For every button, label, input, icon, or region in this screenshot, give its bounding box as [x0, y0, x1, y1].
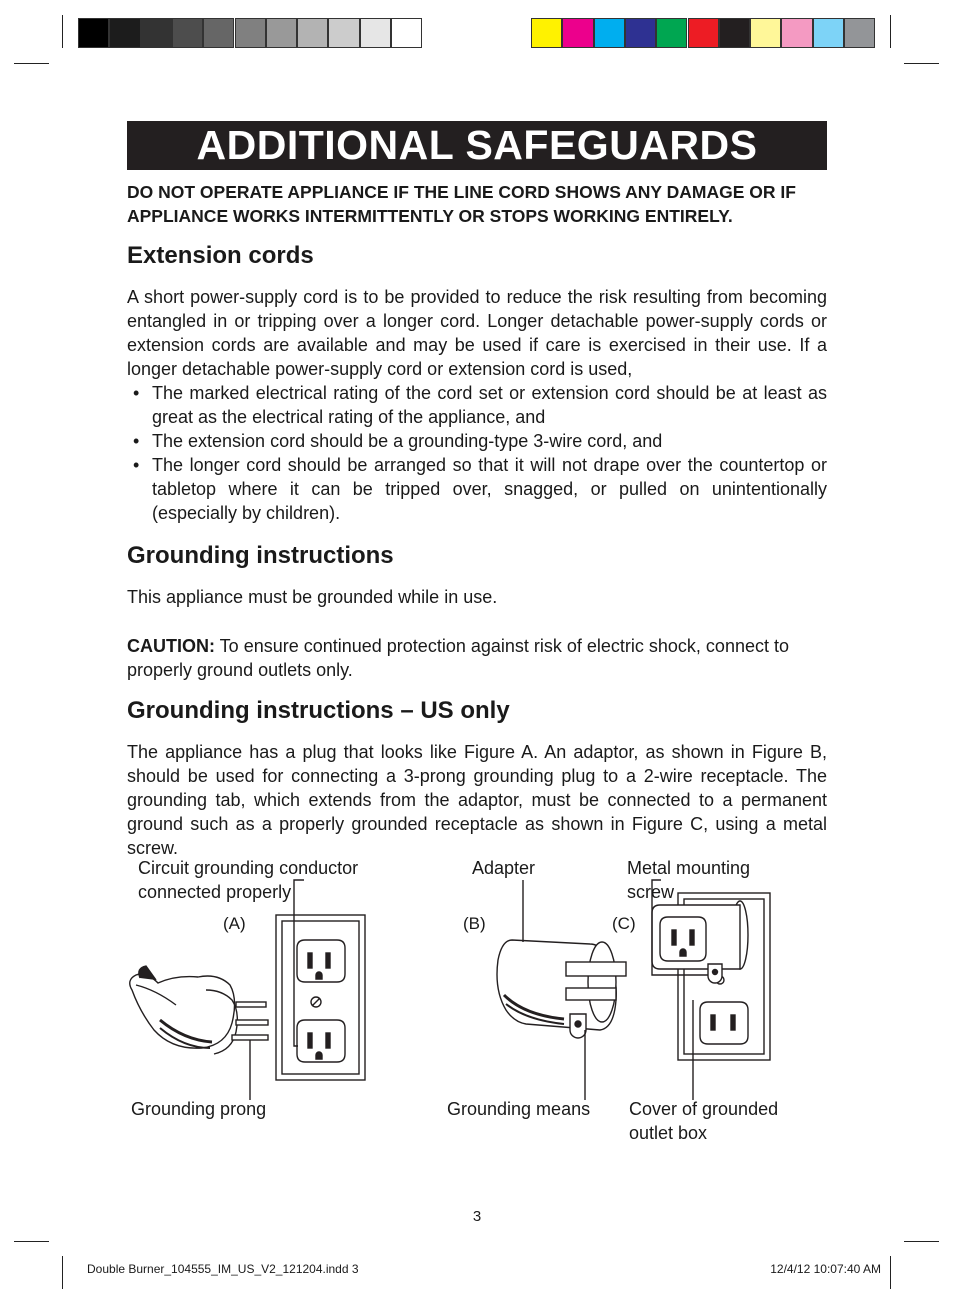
extension-cords-heading: Extension cords — [127, 242, 314, 269]
caution-text: To ensure continued protection against risk of electric shock, connect to properly ground outlets only. — [127, 636, 789, 680]
footer-file-name: Double Burner_104555_IM_US_V2_121204.indd 3 — [87, 1262, 359, 1276]
label-outlet-box: outlet box — [629, 1123, 708, 1143]
list-item: • The marked electrical rating of the cord set or extension cord should be at least as great as the electrical rating of the appliance, and — [127, 381, 827, 429]
outlet-wall-plate-c — [652, 893, 770, 1060]
grounding-adapter — [497, 940, 626, 1038]
grounding-text: This appliance must be grounded while in use. — [127, 587, 498, 607]
grounding-us-heading: Grounding instructions – US only — [127, 697, 510, 724]
footer-timestamp: 12/4/12 10:07:40 AM — [770, 1262, 881, 1276]
label-metal-mounting: Metal mounting — [627, 858, 751, 878]
label-grounding-prong: Grounding prong — [131, 1099, 267, 1119]
label-figure-a: (A) — [223, 914, 246, 933]
label-figure-c: (C) — [612, 914, 636, 933]
list-item: • The longer cord should be arranged so that it will not drape over the countertop or tabletop where it can be tripped over, snagged, or pulled on unintentionally (especially by children). — [127, 453, 827, 525]
list-item: • The extension cord should be a grounding-type 3-wire cord, and — [127, 429, 827, 453]
label-connected-properly: connected properly — [138, 882, 292, 902]
grounding-us-text: The appliance has a plug that looks like Figure A. An adaptor, as shown in Figure B, should be used for connecting a 3-prong grounding plug to a 2-wire receptacle. The grounding tab, which extends from the adaptor, must be connected to a permanent ground such as a properly grounded receptacle as shown in Figure C, using a metal screw. — [127, 742, 827, 858]
warning-text: DO NOT OPERATE APPLIANCE IF THE LINE CORD SHOWS ANY DAMAGE OR IF APPLIANCE WORKS INTERMITTENTLY OR STOPS WORKING ENTIRELY. — [127, 182, 796, 226]
caution-label: CAUTION: — [127, 636, 215, 656]
label-cover-grounded: Cover of grounded — [629, 1099, 779, 1119]
label-figure-b: (B) — [463, 914, 486, 933]
three-prong-plug — [130, 966, 268, 1054]
label-adapter: Adapter — [472, 858, 536, 878]
page-title: ADDITIONAL SAFEGUARDS — [127, 121, 827, 170]
grounding-heading: Grounding instructions — [127, 542, 394, 569]
extension-cords-intro: A short power-supply cord is to be provided to reduce the risk resulting from becoming entangled in or tripping over a longer cord. Longer detachable power-supply cords or extension cords are available and may be used if care is exercised in their use. If a longer detachable power-supply cord or extension cord is used, — [127, 287, 827, 379]
label-circuit-grounding-conductor: Circuit grounding conductor — [138, 858, 359, 878]
page-number: 3 — [472, 1208, 482, 1225]
label-grounding-means: Grounding means — [447, 1099, 591, 1119]
outlet-wall-plate-a — [276, 915, 365, 1080]
label-screw: screw — [627, 882, 675, 902]
